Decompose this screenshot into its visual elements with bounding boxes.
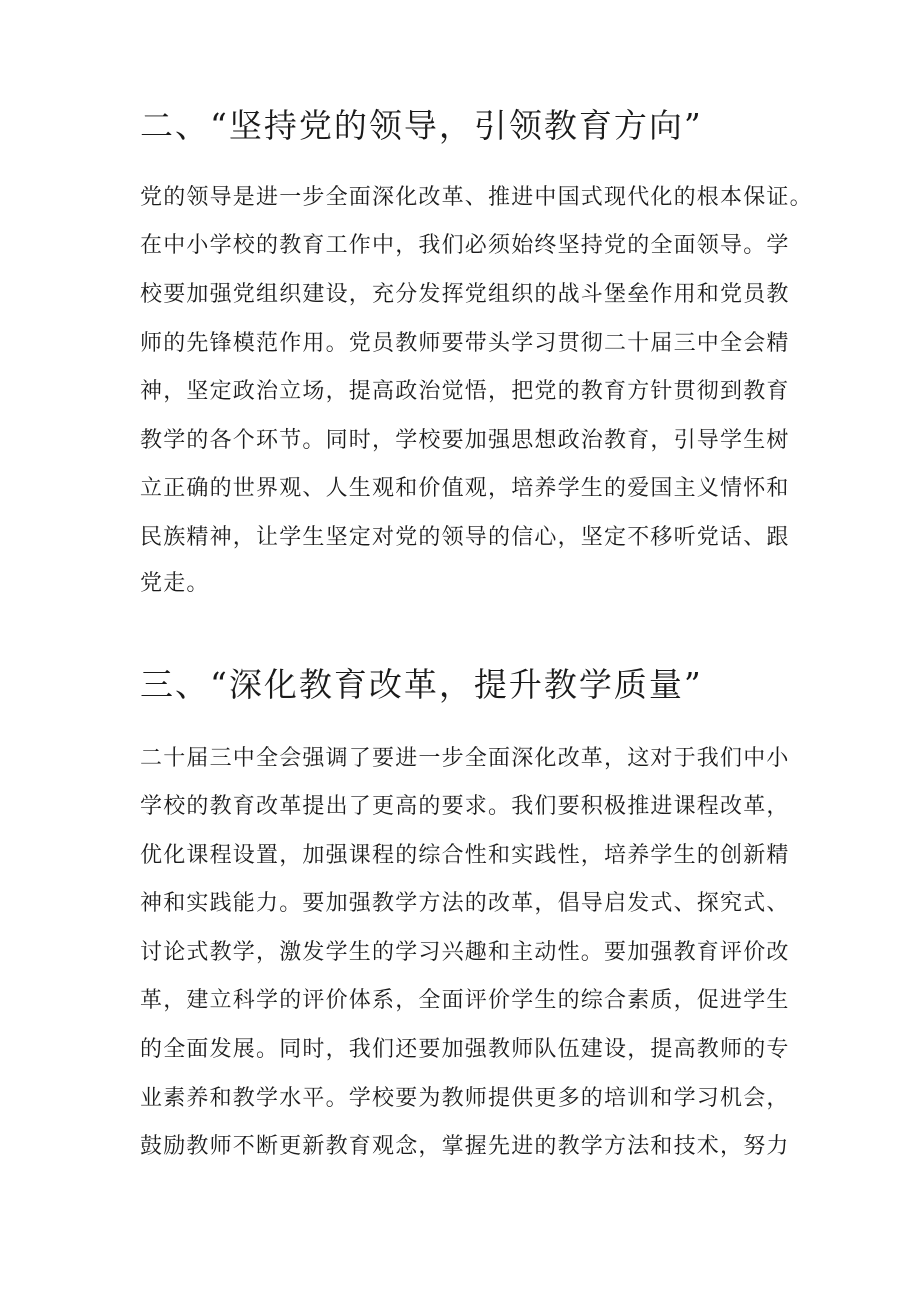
section-3-line-5: 讨论式教学，激发学生的学习兴趣和主动性。要加强教育评价改 (140, 940, 790, 965)
section-2-heading: 二、“坚持党的领导，引领教育方向” (140, 106, 703, 145)
section-2-line-8: 民族精神，让学生坚定对党的领导的信心，坚定不移听党话、跟 (140, 525, 790, 550)
section-2-line-2: 在中小学校的教育工作中，我们必须始终坚持党的全面领导。学 (140, 233, 790, 258)
section-2-line-5: 神，坚定政治立场，提高政治觉悟，把党的教育方针贯彻到教育 (140, 379, 790, 404)
section-2-line-7: 立正确的世界观、人生观和价值观，培养学生的爱国主义情怀和 (140, 476, 790, 501)
section-2-line-6: 教学的各个环节。同时，学校要加强思想政治教育，引导学生树 (140, 428, 790, 453)
section-3-line-8: 业素养和教学水平。学校要为教师提供更多的培训和学习机会， (140, 1086, 790, 1111)
section-2-line-4: 师的先锋模范作用。党员教师要带头学习贯彻二十届三中全会精 (140, 331, 790, 356)
section-3-line-2: 学校的教育改革提出了更高的要求。我们要积极推进课程改革， (140, 794, 790, 819)
section-3-line-4: 神和实践能力。要加强教学方法的改革，倡导启发式、探究式、 (140, 891, 790, 916)
section-3-line-9: 鼓励教师不断更新教育观念，掌握先进的教学方法和技术，努力 (140, 1134, 790, 1159)
section-2-line-3: 校要加强党组织建设，充分发挥党组织的战斗堡垒作用和党员教 (140, 282, 790, 307)
section-3-line-6: 革，建立科学的评价体系，全面评价学生的综合素质，促进学生 (140, 988, 790, 1013)
section-3-line-3: 优化课程设置，加强课程的综合性和实践性，培养学生的创新精 (140, 843, 790, 868)
section-3-line-7: 的全面发展。同时，我们还要加强教师队伍建设，提高教师的专 (140, 1037, 790, 1062)
section-3-line-1: 二十届三中全会强调了要进一步全面深化改革，这对于我们中小 (140, 746, 790, 771)
section-2-line-1: 党的领导是进一步全面深化改革、推进中国式现代化的根本保证。 (140, 185, 813, 210)
section-3-heading: 三、“深化教育改革，提升教学质量” (140, 665, 703, 704)
section-2-line-9: 党走。 (140, 571, 210, 596)
